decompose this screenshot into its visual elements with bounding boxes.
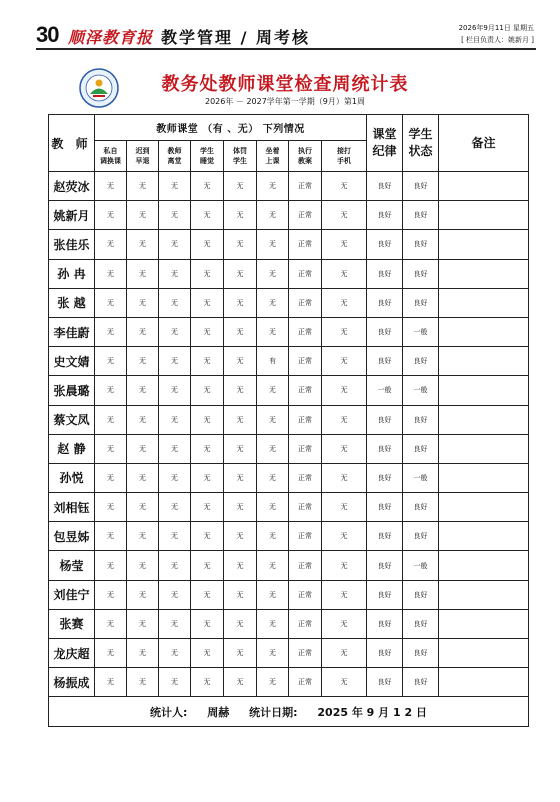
check-cell: 正常 [289,405,322,434]
teacher-name: 孙 冉 [49,259,95,288]
sub-header-line: 手机 [337,157,351,165]
check-cell: 无 [257,639,289,668]
check-cell: 无 [257,317,289,346]
check-cell: 无 [322,434,367,463]
check-cell: 无 [322,551,367,580]
status-cell: 一般 [403,551,439,580]
discipline-cell: 良好 [367,463,403,492]
check-cell: 无 [224,376,257,405]
remarks-cell [439,668,529,697]
check-cell: 有 [257,347,289,376]
teacher-header: 教 师 [49,115,95,172]
check-cell: 无 [257,376,289,405]
check-cell: 无 [224,259,257,288]
check-cell: 无 [127,172,159,201]
discipline-cell: 良好 [367,259,403,288]
remarks-cell [439,288,529,317]
check-cell: 无 [127,434,159,463]
teacher-name: 张晨璐 [49,376,95,405]
table-row [49,259,529,288]
discipline-cell: 良好 [367,493,403,522]
check-cell: 无 [159,376,191,405]
check-cell: 无 [159,201,191,230]
remarks-cell [439,347,529,376]
check-cell: 无 [257,201,289,230]
check-cell: 无 [191,551,224,580]
remarks-cell [439,317,529,346]
discipline-cell: 良好 [367,609,403,638]
check-cell: 无 [127,493,159,522]
teacher-name: 蔡文凤 [49,405,95,434]
table-row [49,639,529,668]
check-cell: 无 [322,288,367,317]
discipline-cell: 一般 [367,376,403,405]
check-cell: 无 [127,347,159,376]
table-row [49,347,529,376]
check-cell: 无 [95,201,127,230]
teacher-name: 史文婧 [49,347,95,376]
check-cell: 无 [224,609,257,638]
remarks-cell [439,201,529,230]
discipline-header-line: 课堂 [372,127,397,141]
check-cell: 无 [159,172,191,201]
remarks-cell [439,172,529,201]
page-number: 30 [36,22,59,47]
check-cell: 无 [257,405,289,434]
check-cell: 无 [191,522,224,551]
check-cell: 无 [191,288,224,317]
teacher-name: 赵荧冰 [49,172,95,201]
check-cell: 无 [127,288,159,317]
check-cell: 正常 [289,288,322,317]
table-row [49,230,529,259]
check-cell: 无 [127,551,159,580]
stat-date-label: 统计日期: [249,705,298,719]
status-cell: 良好 [403,230,439,259]
sub-header-line: 上课 [265,157,280,165]
check-cell: 正常 [289,493,322,522]
counter-label: 统计人: [150,705,188,719]
check-cell: 正常 [289,551,322,580]
check-cell: 无 [95,259,127,288]
discipline-cell: 良好 [367,172,403,201]
discipline-cell: 良好 [367,580,403,609]
discipline-cell: 良好 [367,347,403,376]
check-cell: 正常 [289,230,322,259]
check-cell: 无 [257,259,289,288]
discipline-cell: 良好 [367,668,403,697]
check-cell: 正常 [289,376,322,405]
column-editor: [ 栏目负责人：姚新月 ] [461,36,534,44]
check-cell: 无 [224,230,257,259]
check-cell: 无 [257,230,289,259]
issue-date: 2026年9月11日 星期五 [458,24,534,32]
status-cell: 良好 [403,434,439,463]
check-cell: 无 [127,463,159,492]
check-cell: 无 [95,405,127,434]
check-cell: 无 [159,580,191,609]
discipline-cell: 良好 [367,317,403,346]
teacher-name: 姚新月 [49,201,95,230]
check-cell: 无 [224,434,257,463]
sub-header-student-sleep [191,141,224,172]
check-cell: 无 [159,639,191,668]
discipline-cell: 良好 [367,639,403,668]
check-cell: 无 [191,317,224,346]
check-cell: 无 [322,522,367,551]
check-cell: 无 [159,609,191,638]
table-row [49,668,529,697]
remarks-cell [439,376,529,405]
check-cell: 无 [95,347,127,376]
sub-header-swap-class [95,141,127,172]
check-cell: 无 [127,522,159,551]
check-cell: 无 [191,639,224,668]
check-cell: 无 [127,405,159,434]
remarks-cell [439,405,529,434]
check-cell: 无 [95,609,127,638]
check-cell: 无 [224,201,257,230]
remarks-cell [439,259,529,288]
status-cell: 良好 [403,201,439,230]
table-row [49,463,529,492]
status-cell: 良好 [403,493,439,522]
sub-header-line: 离堂 [167,157,182,165]
status-cell: 良好 [403,405,439,434]
newspaper-header [36,20,536,50]
teacher-name: 张赛 [49,609,95,638]
sub-header-line: 体罚 [233,147,247,155]
check-cell: 无 [191,230,224,259]
teacher-name: 张 越 [49,288,95,317]
sub-header-line: 早退 [135,157,150,165]
status-header [403,115,439,172]
check-cell: 无 [191,172,224,201]
document-subtitle: 2026年 － 2027学年第一学期（9月）第1周 [205,97,365,106]
sub-header-line: 调换课 [100,157,121,165]
table-footer [49,697,529,727]
check-cell: 正常 [289,317,322,346]
sub-header-line: 教案 [298,157,312,165]
status-cell: 良好 [403,288,439,317]
sub-header-line: 迟到 [135,147,150,155]
sub-header-sitting [257,141,289,172]
table-row [49,405,529,434]
header-rule [36,48,536,50]
discipline-cell: 良好 [367,288,403,317]
check-cell: 无 [224,668,257,697]
check-cell: 正常 [289,668,322,697]
check-cell: 无 [257,288,289,317]
check-cell: 无 [322,463,367,492]
remarks-cell [439,639,529,668]
check-cell: 正常 [289,434,322,463]
check-cell: 无 [159,288,191,317]
check-cell: 无 [224,172,257,201]
check-cell: 无 [127,230,159,259]
status-header-line: 状态 [408,144,433,158]
check-cell: 无 [159,405,191,434]
teacher-name: 杨莹 [49,551,95,580]
status-cell: 良好 [403,259,439,288]
check-cell: 无 [95,376,127,405]
check-cell: 无 [322,230,367,259]
check-cell: 无 [95,434,127,463]
check-cell: 无 [322,609,367,638]
remarks-cell [439,551,529,580]
status-cell: 良好 [403,668,439,697]
check-cell: 无 [95,551,127,580]
teacher-name: 李佳蔚 [49,317,95,346]
table-row [49,434,529,463]
check-cell: 无 [257,580,289,609]
check-cell: 正常 [289,639,322,668]
check-cell: 无 [159,668,191,697]
inspection-table [48,114,529,727]
sub-header-line: 学生 [200,147,214,155]
check-cell: 无 [322,172,367,201]
check-cell: 无 [95,639,127,668]
stat-date-value: 2025 年 9 月 1 2 日 [317,705,427,719]
check-cell: 无 [257,668,289,697]
check-cell: 无 [191,668,224,697]
check-cell: 无 [127,639,159,668]
check-cell: 无 [127,580,159,609]
sub-header-line: 学生 [233,157,247,165]
check-cell: 无 [322,639,367,668]
newspaper-brand: 顺泽教育报 [68,28,154,47]
remarks-header: 备注 [439,115,529,172]
teacher-name: 张佳乐 [49,230,95,259]
check-cell: 无 [322,259,367,288]
remarks-cell [439,609,529,638]
teacher-name: 孙悦 [49,463,95,492]
check-cell: 无 [191,463,224,492]
check-cell: 无 [191,493,224,522]
check-cell: 无 [257,172,289,201]
sub-header-line: 睡觉 [200,157,214,165]
check-cell: 无 [191,376,224,405]
check-cell: 无 [95,288,127,317]
sub-header-teacher-leave [159,141,191,172]
teacher-name: 赵 静 [49,434,95,463]
check-cell: 无 [224,493,257,522]
check-cell: 无 [159,434,191,463]
check-cell: 无 [159,493,191,522]
check-cell: 无 [191,609,224,638]
check-cell: 无 [159,522,191,551]
check-cell: 无 [191,434,224,463]
check-cell: 无 [322,376,367,405]
discipline-header-line: 纪律 [372,144,397,158]
check-cell: 无 [95,522,127,551]
remarks-cell [439,493,529,522]
check-cell: 无 [224,317,257,346]
status-cell: 良好 [403,639,439,668]
check-cell: 无 [127,609,159,638]
table-row [49,376,529,405]
discipline-cell: 良好 [367,551,403,580]
discipline-cell: 良好 [367,522,403,551]
check-cell: 无 [159,230,191,259]
check-cell: 无 [159,259,191,288]
table-row [49,551,529,580]
remarks-cell [439,522,529,551]
status-cell: 一般 [403,317,439,346]
check-cell: 正常 [289,201,322,230]
check-cell: 无 [95,230,127,259]
check-cell: 无 [159,347,191,376]
check-cell: 无 [95,580,127,609]
sub-header-line: 坐着 [265,147,280,155]
check-cell: 无 [159,551,191,580]
remarks-cell [439,230,529,259]
situation-group-header: 教师课堂 （有 、无） 下列情况 [95,115,367,141]
check-cell: 无 [159,317,191,346]
check-cell: 无 [257,434,289,463]
check-cell: 无 [224,463,257,492]
sub-header-line: 执行 [298,147,312,155]
check-cell: 无 [95,172,127,201]
remarks-cell [439,580,529,609]
check-cell: 无 [191,580,224,609]
document-title: 教务处教师课堂检查周统计表 [161,74,409,95]
counter-name: 周赫 [207,705,230,719]
table-row [49,201,529,230]
discipline-cell: 良好 [367,201,403,230]
table-row [49,317,529,346]
sub-header-late-early [127,141,159,172]
status-cell: 良好 [403,172,439,201]
remarks-cell [439,434,529,463]
check-cell: 无 [322,580,367,609]
status-cell: 良好 [403,522,439,551]
check-cell: 无 [224,522,257,551]
teacher-name: 杨振成 [49,668,95,697]
discipline-cell: 良好 [367,405,403,434]
sub-header-line: 私自 [103,147,118,155]
sub-header-line: 教师 [167,147,182,155]
check-cell: 无 [224,347,257,376]
check-cell: 正常 [289,609,322,638]
check-cell: 无 [224,288,257,317]
check-cell: 无 [322,347,367,376]
check-cell: 无 [257,609,289,638]
table-row [49,609,529,638]
status-cell: 一般 [403,463,439,492]
sub-header-line: 接打 [337,147,351,155]
table-row [49,288,529,317]
check-cell: 无 [95,493,127,522]
sub-header-lesson-plan [289,141,322,172]
check-cell: 正常 [289,463,322,492]
check-cell: 无 [127,201,159,230]
teacher-name: 包昱姊 [49,522,95,551]
remarks-cell [439,463,529,492]
check-cell: 无 [257,551,289,580]
check-cell: 无 [191,201,224,230]
check-cell: 无 [322,493,367,522]
check-cell: 无 [159,463,191,492]
discipline-cell: 良好 [367,230,403,259]
status-cell: 良好 [403,609,439,638]
sub-header-phone [322,141,367,172]
check-cell: 无 [95,463,127,492]
check-cell: 无 [127,317,159,346]
check-cell: 正常 [289,259,322,288]
check-cell: 无 [224,580,257,609]
check-cell: 正常 [289,347,322,376]
discipline-header [367,115,403,172]
check-cell: 无 [257,522,289,551]
check-cell: 正常 [289,580,322,609]
check-cell: 无 [191,259,224,288]
table-row [49,493,529,522]
check-cell: 无 [322,668,367,697]
check-cell: 无 [127,376,159,405]
check-cell: 无 [127,668,159,697]
school-emblem-icon [79,68,119,108]
check-cell: 无 [95,317,127,346]
check-cell: 无 [224,639,257,668]
check-cell: 无 [257,493,289,522]
check-cell: 无 [191,347,224,376]
check-cell: 无 [191,405,224,434]
table-row [49,522,529,551]
check-cell: 无 [127,259,159,288]
check-cell: 正常 [289,172,322,201]
check-cell: 无 [224,551,257,580]
status-cell: 良好 [403,347,439,376]
table-row [49,580,529,609]
check-cell: 无 [322,405,367,434]
table-row [49,172,529,201]
status-cell: 一般 [403,376,439,405]
check-cell: 无 [322,201,367,230]
section-title: 教学管理 / 周考核 [161,28,310,47]
sub-header-punishment [224,141,257,172]
teacher-name: 龙庆超 [49,639,95,668]
check-cell: 无 [224,405,257,434]
check-cell: 无 [322,317,367,346]
discipline-cell: 良好 [367,434,403,463]
status-cell: 良好 [403,580,439,609]
check-cell: 无 [95,668,127,697]
teacher-name: 刘相钰 [49,493,95,522]
status-header-line: 学生 [408,127,433,141]
teacher-name: 刘佳宁 [49,580,95,609]
check-cell: 无 [257,463,289,492]
check-cell: 正常 [289,522,322,551]
